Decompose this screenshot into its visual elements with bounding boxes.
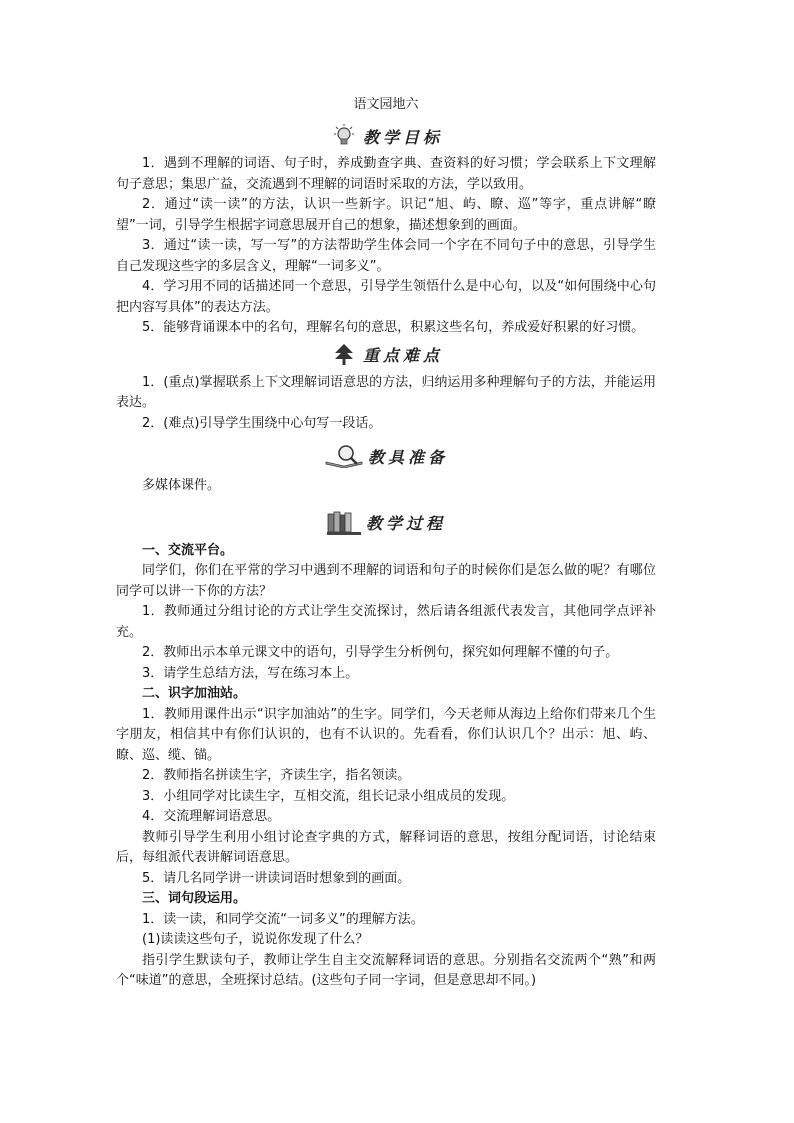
process-paragraph: 3．请学生总结方法，写在练习本上。: [142, 665, 359, 681]
section-key-label: 重点难点: [362, 346, 443, 365]
document-page: [116, 96, 656, 992]
process-paragraph: 1．读一读，和同学交流“一词多义”的理解方法。: [142, 911, 424, 927]
goal-item: 5．能够背诵课本中的名句，理解名句的意思，积累这些名句，养成爱好积累的好习惯。: [142, 320, 645, 335]
goal-item: 4．学习用不同的话描述同一个意思，引导学生领悟什么是中心句，以及“如何围绕中心句把内容写具体”的表达方法。: [116, 279, 656, 315]
key-point-item: 2．(难点)引导学生围绕中心句写一段话。: [142, 415, 382, 431]
process-paragraph: 3．小组同学对比读生字，互相交流，组长记录小组成员的发现。: [142, 788, 515, 804]
section-process-header: [116, 509, 656, 537]
process-paragraph: 教师引导学生利用小组讨论查字典的方式，解释词语的意思，按组分配词语，讨论结束后，每组派代表讲解词语意思。: [116, 829, 656, 865]
page-title: 语文园地六: [353, 97, 419, 112]
lightbulb-icon: [329, 124, 359, 148]
books-icon: [326, 511, 362, 535]
process-part-title: 二、识字加油站。: [142, 686, 247, 701]
process-paragraph: 1．教师通过分组讨论的方式让学生交流探讨，然后请各组派代表发言，其他同学点评补充。: [116, 604, 656, 640]
process-paragraph: 5．请几名同学讲一讲读词语时想象到的画面。: [142, 870, 411, 886]
goal-item: 1．遇到不理解的词语、句子时，养成勤查字典、查资料的好习惯；学会联系上下文理解句子意思；集思广益，交流遇到不理解的词语时采取的方法，学以致用。: [116, 156, 656, 192]
process-paragraph: 1．教师用课件出示“识字加油站”的生字。同学们，今天老师从海边上给你们带来几个生字朋友，相信其中有你们认识的，也有不认识的。先看看，你们认识几个？出示：旭、屿、瞭、巡、缆、锚。: [116, 706, 656, 763]
prep-text: 多媒体课件。: [142, 478, 221, 493]
goal-item: 3．通过“读一读，写一写”的方法帮助学生体会同一个字在不同句子中的意思，引导学生自己发现这些字的多层含义，理解“一词多义”。: [116, 238, 656, 274]
section-process-label: 教学过程: [365, 514, 446, 533]
process-paragraph: 2．教师指名拼读生字，齐读生字，指名领读。: [142, 768, 411, 783]
process-paragraph: 2．教师出示本单元课文中的语句，引导学生分析例句，探究如何理解不懂的句子。: [142, 645, 619, 660]
section-key-header: [116, 341, 656, 369]
section-goals-label: 教学目标: [362, 127, 443, 147]
goal-item: 2．通过“读一读”的方法，认识一些新字。识记“旭、屿、瞭、巡”等字，重点讲解“瞭望”一词，引导学生根据字词意思展开自己的想象，描述想象到的画面。: [116, 197, 656, 233]
process-paragraph: (1)读读这些句子，说说你发现了什么？: [142, 932, 369, 947]
process-part-title: 一、交流平台。: [142, 542, 234, 558]
section-prep-label: 教具准备: [367, 447, 448, 467]
process-paragraph: 4．交流理解词语意思。: [142, 809, 281, 824]
section-prep-header: [116, 442, 656, 470]
process-paragraph: 指引学生默读句子，教师让学生自主交流解释词语的意思。分别指名交流两个“熟”和两个“味道”的意思，全班探讨总结。(这些句子同一字词，但是意思却不同。): [116, 952, 656, 988]
process-part-title: 三、词句段运用。: [142, 891, 247, 906]
key-point-item: 1．(重点)掌握联系上下文理解词语意思的方法，归纳运用多种理解句子的方法，并能运用表达。: [116, 374, 656, 410]
process-paragraph: 同学们，你们在平常的学习中遇到不理解的词语和句子的时候你们是怎么做的呢？有哪位同学可以讲一下你的方法？: [116, 563, 656, 599]
pine-tree-icon: [329, 343, 359, 367]
section-goals-header: [116, 122, 656, 150]
magnifier-book-icon: [324, 444, 364, 468]
